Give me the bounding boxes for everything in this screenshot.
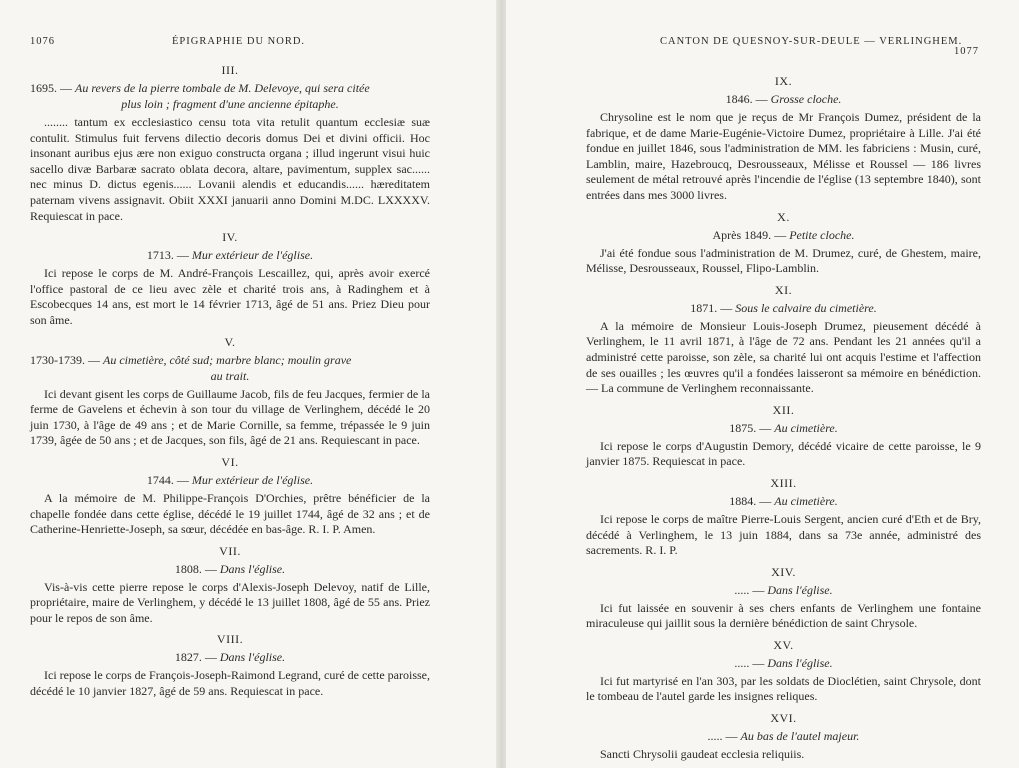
- entry-text: ........ tantum ex ecclesiastico censu tota vita retulit quantum ecclesiæ suæ contulit. Stimulus fuit fervens dilectio decoris domus Dei et divini officii. Hoc insonant auribus ejus ære non exiguo constructa organa ; illud ingerunt visui huic sacello divæ Barbaræ sacrato oblata decora, altare, pavimentum, supplex sac...... nec minus D. dictus egenis...... Lovanii alendis et educandis...... hæreditatem paternam vivens assignavit. Obiit XXXI januarii anno Domini M.DC. LXXXXV. Requiescat in pace.: [30, 115, 430, 223]
- inscription-entry: [30, 334, 430, 449]
- entry-text: J'ai été fondue sous l'administration de M. Drumez, curé, de Ghestem, maire, Mélisse, Desrousseaux, Roussel, Flipo-Lamblin.: [586, 245, 981, 276]
- entry-location: Mur extérieur de l'église.: [191, 248, 314, 263]
- entry-location-cont: plus loin ; fragment d'une ancienne épitaphe.: [121, 97, 339, 111]
- inscription-entry: [30, 543, 430, 627]
- entry-text: A la mémoire de Monsieur Louis-Joseph Drumez, pieusement décédé à Verlinghem, le 11 avril 1871, à l'âge de 72 ans. Pendant les 21 années qu'il a administré cette paroisse, son zèle, sa charité lui ont acquis l'estime et l'affection de ses ouailles ; les œuvres qu'il a fondées laisseront sa mémoire en bénédiction. — La commune de Verlinghem reconnaissante.: [586, 318, 981, 396]
- entry-text: Sancti Chrysolii gaudeat ecclesia reliquiis.: [600, 747, 805, 762]
- entry-heading: 1713. — Mur extérieur de l'église.: [146, 248, 314, 263]
- entry-year: 1875.: [729, 420, 757, 435]
- inscription-entry: [30, 631, 430, 699]
- right-page: [506, 0, 1019, 768]
- entry-text: Ici fut martyrisé en l'an 303, par les soldats de Dioclétien, saint Chrysole, dont le tombeau de l'autel garde les insignes reliques.: [586, 673, 981, 704]
- inscription-entry: [586, 209, 981, 277]
- entry-year: .....: [734, 582, 750, 597]
- entry-year: 1713.: [146, 248, 174, 263]
- entry-numeral: VIII.: [216, 632, 244, 647]
- entry-location: Au cimetière.: [774, 493, 838, 508]
- right-entries: [586, 73, 981, 768]
- inscription-entry: [586, 710, 981, 763]
- entry-year: .....: [707, 729, 723, 744]
- entry-text: A la mémoire de M. Philippe-François D'Orchies, prêtre bénéficier de la chapelle fondée dans cette église, décédé le 19 juillet 1744, âgé de 32 ans ; et de Catherine-Henriette-Joseph, sa sœur, décédée en bas-âge. R. I. P. Amen.: [30, 490, 430, 537]
- entry-text: Ici repose le corps d'Augustin Demory, décédé vicaire de cette paroisse, le 9 janvier 1875. Requiescat in pace.: [586, 438, 981, 469]
- inscription-entry: [30, 454, 430, 538]
- entry-location: Grosse cloche.: [770, 92, 842, 106]
- entry-heading: ..... — Dans l'église.: [734, 582, 833, 597]
- entry-heading: ..... — Au bas de l'autel majeur.: [707, 729, 860, 744]
- entry-heading: ..... — Dans l'église.: [734, 655, 833, 670]
- entry-location: Au bas de l'autel majeur.: [740, 729, 860, 744]
- entry-location-cont: au trait.: [210, 368, 250, 383]
- inscription-entry: [586, 402, 981, 470]
- entry-heading: 1871. — Sous le calvaire du cimetière.: [690, 300, 877, 315]
- entry-text: Chrysoline est le nom que je reçus de Mr François Dumez, président de la fabrique, et de dame Marie-Eugénie-Victoire Dumez, propriétaire à Lille. J'ai été fondue en juillet 1846, sous l'administration de MM. les fabriciens : Musin, curé, Lamblin, maire, Hazebroucq, Desrousseaux, Mélisse et Roussel — 186 livres seulement de métal retrouvé après l'incendie de l'église (13 septembre 1840), sont entrées dans mes 3000 livres.: [586, 110, 981, 202]
- entry-numeral: XII.: [772, 402, 795, 417]
- entry-numeral: XIII.: [770, 475, 797, 490]
- entry-location: Petite cloche.: [789, 227, 855, 242]
- inscription-entry: [586, 564, 981, 632]
- entry-heading: 1744. — Mur extérieur de l'église.: [146, 472, 314, 487]
- entry-numeral: X.: [777, 209, 790, 224]
- entry-heading: 1695. — Au revers de la pierre tombale de M. Delevoye, qui sera citée plus loin ; fragment d'une ancienne épitaphe.: [30, 80, 430, 112]
- entry-heading: 1730-1739. — Au cimetière, côté sud; marbre blanc; moulin grave au trait.: [30, 352, 430, 384]
- entry-numeral: V.: [224, 334, 236, 349]
- inscription-entry: [586, 73, 981, 204]
- entry-heading: 1884. — Au cimetière.: [729, 493, 838, 508]
- inscription-entry: [30, 62, 430, 224]
- entry-heading: 1808. — Dans l'église.: [174, 561, 286, 576]
- entry-location: Dans l'église.: [219, 650, 286, 665]
- entry-numeral: IX.: [774, 74, 793, 88]
- entry-year: .....: [734, 655, 750, 670]
- entry-text: Vis-à-vis cette pierre repose le corps d'Alexis-Joseph Delevoy, natif de Lille, propriétaire, maire de Verlinghem, y décédé le 13 juillet 1808, âgé de 55 ans. Priez pour le repos de son âme.: [30, 579, 430, 625]
- entry-numeral: III.: [221, 63, 239, 77]
- left-entries: [30, 62, 430, 705]
- entry-location: Dans l'église.: [219, 561, 286, 576]
- entry-year: 1827.: [174, 650, 202, 665]
- entry-numeral: XIV.: [771, 564, 796, 579]
- entry-location: Au cimetière.: [774, 420, 838, 435]
- entry-year: 1730-1739.: [30, 352, 85, 367]
- entry-heading: 1827. — Dans l'église.: [174, 650, 286, 665]
- left-running-head: ÉPIGRAPHIE DU NORD.: [172, 36, 306, 47]
- right-running-head: CANTON DE QUESNOY-SUR-DEULE — VERLINGHEM.: [660, 36, 963, 47]
- entry-text: Ici repose le corps de maître Pierre-Louis Sergent, ancien curé d'Eth et de Bry, décédé à Verlinghem, le 13 juin 1884, dans sa 73e année, administré des sacrements. R. I. P.: [586, 511, 981, 558]
- entry-location: Dans l'église.: [767, 655, 833, 670]
- entry-text: Ici fut laissée en souvenir à ses chers enfants de Verlinghem une fontaine miraculeuse qui jaillit sous la dernière bénédiction de saint Chrysole.: [586, 600, 981, 631]
- entry-numeral: XV.: [773, 637, 794, 652]
- entry-location: Sous le calvaire du cimetière.: [735, 300, 877, 315]
- entry-heading: Après 1849. — Petite cloche.: [712, 227, 855, 242]
- inscription-entry: [586, 637, 981, 705]
- entry-text: Ici devant gisent les corps de Guillaume Jacob, fils de feu Jacques, fermier de la ferme de Gavelens et échevin à son tour du village de Verlinghem, décédé le 20 juin 1730, à l'âge de 49 ans ; et de Marie Cornille, sa femme, trépassée le 9 juin 1739, âgée de 50 ans ; et de Jacques, son fils, âgé de 21 ans. Requiescant in pace.: [30, 386, 430, 448]
- entry-text: Ici repose le corps de M. André-François Lescaillez, qui, après avoir exercé l'office pastoral de ce lieu avec zèle et charité trois ans, à Radinghem et à Escobecques 14 ans, est mort le 14 février 1713, âgé de 51 ans. Priez Dieu pour son âme.: [30, 266, 430, 327]
- entry-numeral: XI.: [774, 282, 793, 297]
- entry-numeral: IV.: [222, 230, 238, 245]
- entry-heading: 1846. — Grosse cloche.: [725, 92, 842, 106]
- inscription-entry: [586, 282, 981, 397]
- right-page-number: 1077: [954, 46, 979, 57]
- entry-location: Au revers de la pierre tombale de M. Delevoye, qui sera citée: [75, 81, 370, 95]
- left-page: [0, 0, 500, 768]
- entry-numeral: VI.: [221, 454, 239, 469]
- entry-numeral: VII.: [219, 543, 241, 558]
- entry-year: 1808.: [174, 561, 202, 576]
- inscription-entry: [586, 475, 981, 559]
- entry-location: Mur extérieur de l'église.: [191, 472, 314, 487]
- left-page-number: 1076: [30, 36, 55, 47]
- entry-year: 1744.: [146, 472, 174, 487]
- entry-year: 1871.: [690, 300, 718, 315]
- entry-location: Dans l'église.: [767, 582, 833, 597]
- entry-text: Ici repose le corps de François-Joseph-Raimond Legrand, curé de cette paroisse, décédé le 10 janvier 1827, âgé de 59 ans. Requiescat in pace.: [30, 668, 430, 699]
- entry-year: 1884.: [729, 493, 757, 508]
- entry-numeral: XVI.: [770, 711, 797, 726]
- entry-location: Au cimetière, côté sud; marbre blanc; moulin grave: [103, 352, 352, 367]
- entry-year: 1846.: [725, 92, 753, 106]
- entry-year: 1695.: [30, 81, 57, 95]
- entry-year: Après 1849.: [712, 227, 772, 242]
- inscription-entry: [30, 229, 430, 328]
- entry-heading: 1875. — Au cimetière.: [729, 420, 838, 435]
